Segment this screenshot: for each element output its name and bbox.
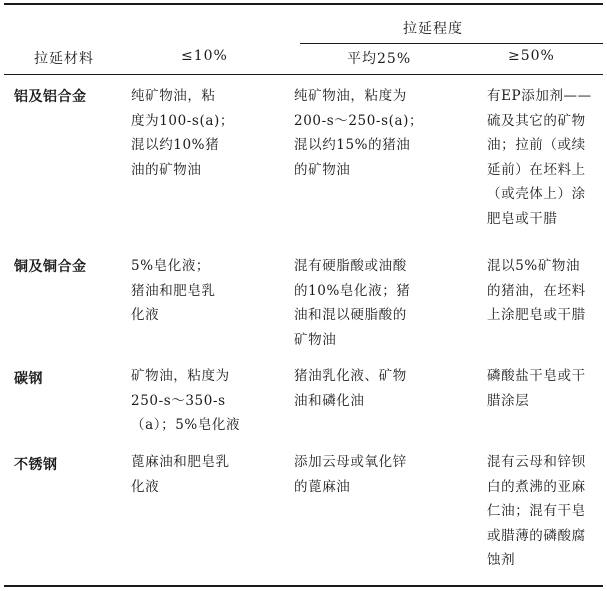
cell-copper-le10 [131, 254, 291, 328]
cell-aluminum-ge50 [487, 84, 605, 231]
column-header-material: 拉延材料 [34, 51, 94, 67]
cell-line: 矿物油 [294, 331, 337, 348]
bottom-rule [4, 585, 603, 587]
cell-line: 白的煮沸的亚麻 [487, 478, 586, 495]
cell-line: 肥皂或干腊 [487, 210, 558, 227]
cell-line: 蓖麻油和肥皂乳 [131, 454, 230, 470]
cell-line: 油和磷化油 [294, 392, 365, 409]
cell-stainless-le10 [131, 450, 291, 499]
cell-line: 度为100-s(a)； [131, 112, 234, 129]
material-carbon-steel: 碳钢 [14, 371, 43, 387]
cell-aluminum-le10 [131, 84, 291, 182]
cell-line: 腊涂层 [487, 392, 530, 409]
material-copper: 铜及铜合金 [14, 259, 87, 275]
cell-line: （或壳体上）涂 [487, 186, 586, 202]
cell-line: 的猪油，在坯料 [487, 282, 586, 299]
cell-line: 油；拉前（或续 [487, 137, 586, 153]
cell-stainless-ge50 [487, 450, 605, 573]
cell-line: 的蓖麻油 [294, 478, 351, 495]
cell-line: 或腊薄的磷酸腐 [487, 527, 586, 544]
cell-line: 化液 [131, 307, 160, 323]
cell-line: 硫及其它的矿物 [487, 112, 586, 129]
cell-carbon-steel-le10 [131, 364, 291, 438]
cell-line: 5%皂化液； [131, 258, 211, 274]
column-group-header: 拉延程度 [403, 21, 463, 37]
cell-line: 矿物油，粘度为 [131, 368, 230, 384]
cell-line: 混以约15%的猪油 [294, 137, 411, 153]
cell-line: 猪油和肥皂乳 [131, 282, 216, 299]
cell-line: 延前）在坯料上 [487, 161, 586, 178]
column-header-ge50: ≥50% [508, 48, 555, 64]
cell-line: 的10%皂化液；猪 [294, 282, 411, 299]
cell-line: 混以约10%猪 [131, 137, 220, 153]
header-bottom-rule [4, 74, 603, 75]
cell-line: 混有云母和锌钡 [487, 454, 586, 470]
material-stainless-steel: 不锈钢 [14, 457, 58, 473]
cell-carbon-steel-ge50 [487, 364, 605, 413]
top-rule [4, 3, 603, 5]
cell-line: 纯矿物油，粘 [131, 88, 216, 104]
cell-line: （a）；5%皂化液 [131, 417, 241, 433]
cell-line: 仁油；混有干皂 [487, 503, 586, 519]
cell-line: 添加云母或氧化锌 [294, 454, 407, 470]
cell-line: 的矿物油 [294, 161, 351, 178]
column-header-avg25: 平均25% [347, 51, 412, 67]
cell-line: 化液 [131, 478, 160, 495]
cell-line: 蚀剂 [487, 552, 516, 568]
cell-line: 混以5%矿物油 [487, 258, 581, 274]
cell-line: 纯矿物油，粘度为 [294, 88, 407, 104]
cell-line: 油的矿物油 [131, 161, 202, 178]
cell-stainless-avg25 [294, 450, 474, 499]
cell-line: 磷酸盐干皂或干 [487, 368, 586, 384]
cell-line: 上涂肥皂或干腊 [487, 307, 586, 323]
cell-carbon-steel-avg25 [294, 364, 474, 413]
material-aluminum: 铝及铝合金 [14, 89, 87, 105]
cell-aluminum-avg25 [294, 84, 474, 182]
cell-copper-ge50 [487, 254, 605, 328]
column-header-le10: ≤10% [181, 48, 228, 64]
header-span-rule [300, 43, 603, 44]
cell-line: 200-s～250-s(a)； [294, 112, 424, 129]
cell-copper-avg25 [294, 254, 474, 352]
cell-line: 混有硬脂酸或油酸 [294, 258, 407, 274]
cell-line: 有EP添加剂—— [487, 88, 592, 104]
cell-line: 250-s～350-s [131, 392, 226, 409]
cell-line: 猪油乳化液、矿物 [294, 368, 407, 384]
cell-line: 油和混以硬脂酸的 [294, 307, 407, 323]
